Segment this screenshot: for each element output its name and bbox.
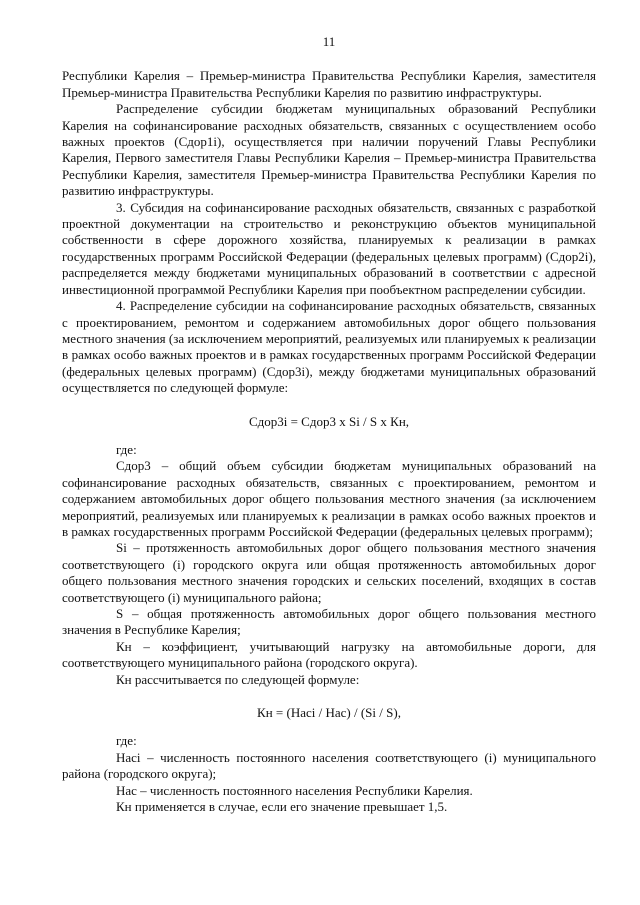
paragraph: Распределение субсидии бюджетам муниципальных образований Республики Карелия на софинансирование расходных обязательств, связанных с осуществлением особо важных проектов (Сдор1i), осуществляется при наличии поручений Главы Республики Карелия, Первого заместителя Главы Республики Карелия – Премьер-министра Правительства Республики Карелия, заместителя Премьер-министра Правительства Республики Карелия по развитию инфраструктуры. xyxy=(62,101,596,199)
definition: Нас – численность постоянного населения Республики Карелия. xyxy=(116,782,473,798)
definition: Насi – численность постоянного населения соответствующего (i) муниципального района (городского округа); xyxy=(62,749,596,782)
where-label: где: xyxy=(116,733,137,749)
paragraph: 4. Распределение субсидии на софинансирование расходных обязательств, связанных с проектированием, ремонтом и содержанием автомобильных дорог общего пользования местного значения (за исключением мероприятий, реализуемых или планируемых к реализации в рамках особо важных проектов и в рамках государственных программ Российской Федерации (федеральных целевых программ) (Сдор3i), между бюджетами муниципальных образований осуществляется по следующей формуле: xyxy=(62,298,596,396)
where-label: где: xyxy=(116,441,137,457)
paragraph: 3. Субсидия на софинансирование расходных обязательств, связанных с разработкой проектной документации на строительство и реконструкцию объектов муниципальной собственности в сфере дорожного хозяйства, планируемых к реализации в рамках государственных программ Российской Федерации (федеральных целевых программ) (Сдор2i), распределяется между бюджетами муниципальных образований в соответствии с адресной инвестиционной программой Республики Карелия при пообъектном распределении субсидии. xyxy=(62,199,596,297)
definition: Кн рассчитывается по следующей формуле: xyxy=(116,671,360,687)
definition: Si – протяженность автомобильных дорог общего пользования местного значения соответствующего (i) городского округа или общая протяженность автомобильных дорог общего пользования местного значения городских и сельских поселений, входящих в состав соответствующего (i) муниципального района; xyxy=(62,540,596,605)
definition: Кн – коэффициент, учитывающий нагрузку на автомобильные дороги, для соответствующего муниципального района (городского округа). xyxy=(62,638,596,671)
formula-kn: Кн = (Насi / Нас) / (Si / S), xyxy=(257,705,401,721)
formula-sdor3i: Сдор3i = Сдор3 x Si / S x Кн, xyxy=(248,413,410,429)
definition: Кн применяется в случае, если его значение превышает 1,5. xyxy=(116,799,448,815)
definition: Сдор3 – общий объем субсидии бюджетам муниципальных образований на софинансирование расходных обязательств, связанных с проектированием, ремонтом и содержанием автомобильных дорог общего пользования местного значения (за исключением мероприятий, реализуемых или планируемых к реализации в рамках особо важных проектов и в рамках государственных программ Российской Федерации (федеральных целевых программ); xyxy=(62,458,596,539)
page-number: 11 xyxy=(322,34,336,49)
definition: S – общая протяженность автомобильных дорог общего пользования местного значения в Республике Карелия; xyxy=(62,606,596,638)
paragraph: Республики Карелия – Премьер-министра Правительства Республики Карелия, заместителя Премьер-министра Правительства Республики Карелия по развитию инфраструктуры. xyxy=(62,68,596,100)
